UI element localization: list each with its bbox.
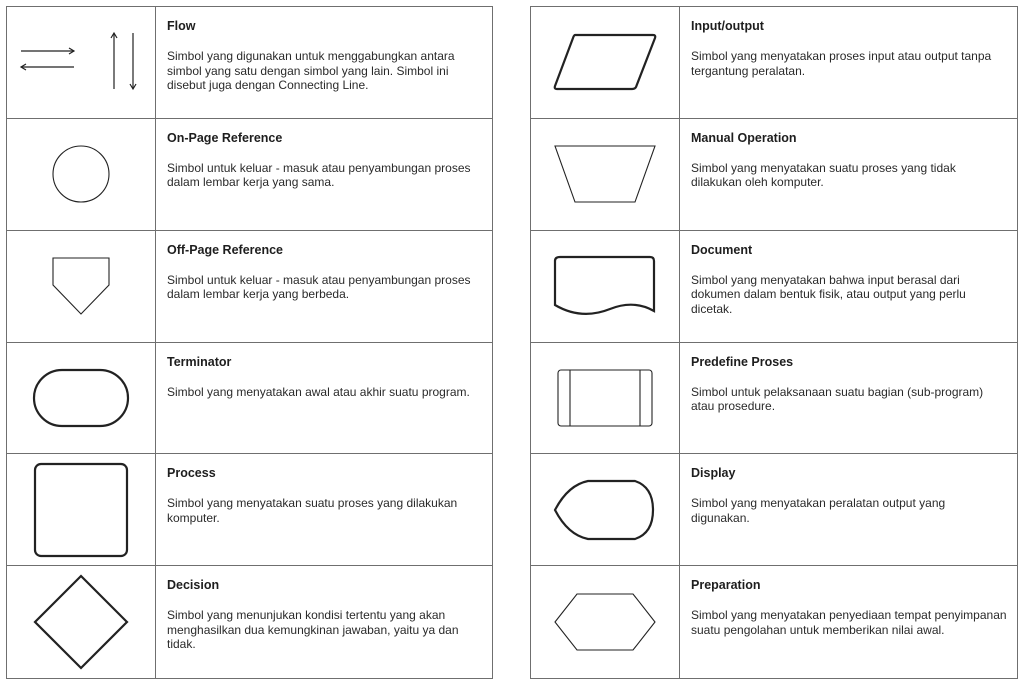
display-icon: [550, 477, 660, 543]
description-cell: [680, 343, 1017, 455]
description-cell: [680, 119, 1017, 231]
description-cell: [156, 343, 492, 455]
description-cell: [156, 566, 492, 678]
terminator-icon: [31, 366, 131, 430]
symbol-description: Simbol untuk pelaksanaan suatu bagian (sub-program) atau prosedure.: [691, 384, 984, 413]
predefined-process-icon: [550, 366, 660, 430]
document-icon: [550, 253, 660, 319]
symbol-cell: [531, 7, 680, 119]
symbol-title: Decision: [167, 578, 220, 593]
description-cell: [680, 231, 1017, 343]
symbol-title: Preparation: [691, 578, 761, 593]
left-symbol-table: [6, 6, 493, 679]
manual-operation-icon: [550, 142, 660, 206]
symbol-title: Input/output: [691, 19, 764, 33]
symbol-description: Simbol yang menyatakan bahwa input berasal dari dokumen dalam bentuk fisik, atau output yang perlu dicetak.: [691, 272, 966, 316]
symbol-cell: [7, 231, 156, 343]
symbol-title: Document: [691, 242, 753, 257]
symbol-title: Display: [691, 466, 736, 481]
description-cell: [680, 454, 1017, 566]
symbol-title: Process: [167, 466, 216, 481]
description-cell: [156, 231, 492, 343]
symbol-description: Simbol yang menyatakan peralatan output yang digunakan.: [691, 496, 946, 525]
process-icon: [31, 460, 131, 560]
symbol-cell: [7, 454, 156, 566]
symbol-title: Predefine Proses: [691, 354, 794, 369]
symbol-description: Simbol untuk keluar - masuk atau penyambungan proses dalam lembar kerja yang berbeda.: [167, 272, 471, 302]
symbol-cell: [7, 343, 156, 455]
preparation-icon: [550, 590, 660, 654]
symbol-cell: [531, 343, 680, 455]
right-symbol-table: [530, 6, 1018, 679]
symbol-description: Simbol untuk keluar - masuk atau penyambungan proses dalam lembar kerja yang sama.: [167, 160, 471, 190]
description-cell: [156, 119, 492, 231]
circle-icon: [46, 139, 116, 209]
symbol-title: Off-Page Reference: [167, 242, 284, 257]
symbol-title: Manual Operation: [691, 130, 797, 145]
symbol-cell: [531, 119, 680, 231]
input-output-icon: [550, 30, 660, 94]
symbol-cell: [531, 566, 680, 678]
symbol-title: Flow: [167, 19, 196, 33]
description-cell: [680, 566, 1017, 678]
description-cell: [156, 7, 492, 119]
symbol-cell: [531, 454, 680, 566]
description-cell: [680, 7, 1017, 119]
symbol-description: Simbol yang menunjukan kondisi tertentu yang akan menghasilkan dua kemungkinan jawaban, yaitu ya dan tidak.: [167, 608, 459, 652]
symbol-description: Simbol yang menyatakan suatu proses yang tidak dilakukan oleh komputer.: [691, 160, 956, 190]
pentagon-icon: [46, 251, 116, 321]
flow-icon: [16, 27, 146, 97]
symbol-description: Simbol yang menyatakan awal atau akhir suatu program.: [167, 384, 470, 399]
symbol-cell: [531, 231, 680, 343]
symbol-title: Terminator: [167, 354, 232, 369]
decision-icon: [31, 572, 131, 672]
symbol-description: Simbol yang menyatakan penyediaan tempat penyimpanan suatu pengolahan untuk memberikan nilai awal.: [691, 608, 1007, 637]
symbol-cell: [7, 566, 156, 678]
symbol-cell: [7, 7, 156, 119]
description-cell: [156, 454, 492, 566]
symbol-description: Simbol yang digunakan untuk menggabungkan antara simbol yang satu dengan simbol yang lain. Simbol ini disebut juga dengan Connecting Line.: [167, 49, 455, 92]
symbol-cell: [7, 119, 156, 231]
symbol-description: Simbol yang menyatakan suatu proses yang dilakukan komputer.: [167, 496, 458, 525]
symbol-title: On-Page Reference: [167, 130, 283, 145]
symbol-description: Simbol yang menyatakan proses input atau output tanpa tergantung peralatan.: [691, 49, 992, 78]
